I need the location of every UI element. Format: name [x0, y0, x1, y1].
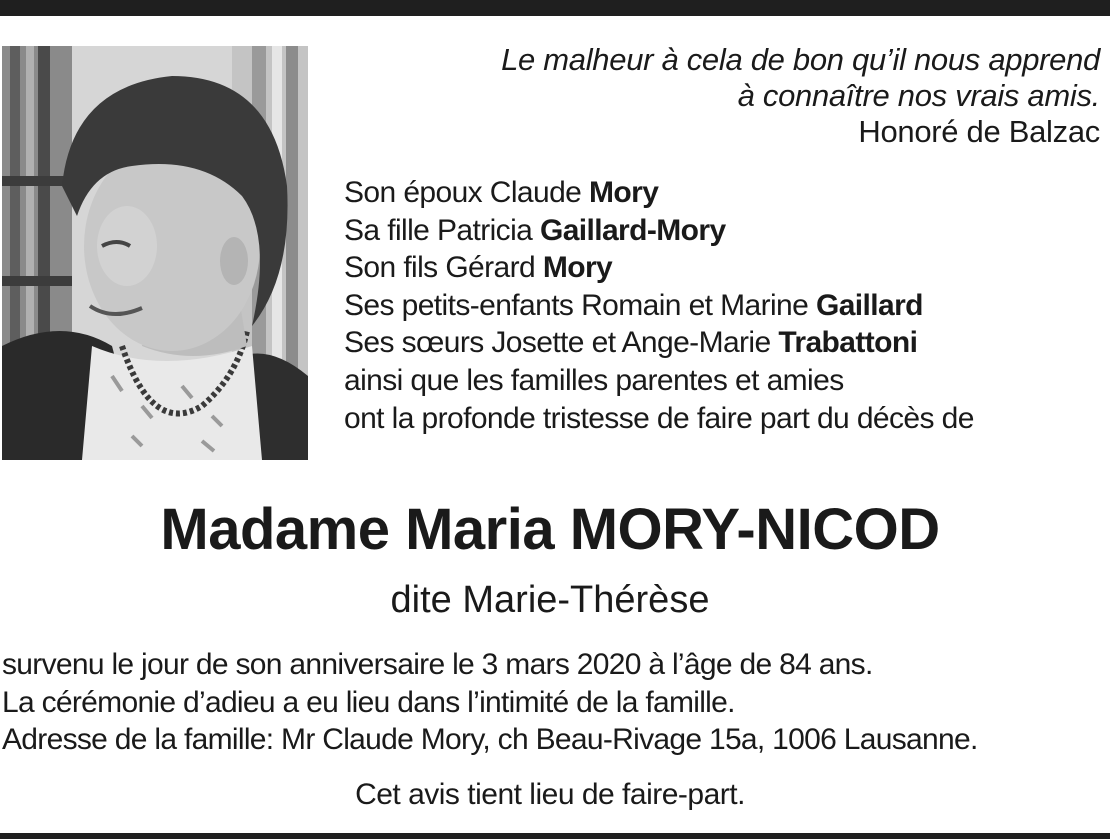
quote-author: Honoré de Balzac [858, 114, 1100, 149]
family-line: Son époux Claude Mory [344, 176, 659, 209]
closing-note: Cet avis tient lieu de faire-part. [355, 778, 745, 811]
quote-line-2: à connaître nos vrais amis. [737, 78, 1100, 113]
details-line-3: Adresse de la famille: Mr Claude Mory, ch Beau-Rivage 15a, 1006 Lausanne. [2, 723, 978, 756]
top-rule [0, 0, 1110, 16]
details-line-2: La cérémonie d’adieu a eu lieu dans l’intimité de la famille. [2, 685, 735, 719]
details-block [2, 646, 978, 759]
family-line: ainsi que les familles parentes et amies [344, 363, 844, 397]
details-line-1: survenu le jour de son anniversaire le 3 mars 2020 à l’âge de 84 ans. [2, 648, 873, 681]
family-line: Ses petits-enfants Romain et Marine Gaillard [344, 288, 923, 322]
family-line: Sa fille Patricia Gaillard-Mory [344, 213, 726, 247]
deceased-nickname: dite Marie-Thérèse [390, 579, 710, 621]
quote-line-1: Le malheur à cela de bon qu’il nous apprend [501, 42, 1100, 77]
family-line: Ses sœurs Josette et Ange-Marie Trabattoni [344, 326, 918, 360]
family-line: Son fils Gérard Mory [344, 251, 613, 285]
family-line: ont la profonde tristesse de faire part du décès de [344, 401, 974, 435]
quote-block [501, 42, 1100, 150]
family-list [344, 174, 974, 437]
portrait-photo [2, 46, 308, 460]
bottom-rule [0, 833, 1110, 839]
deceased-name: Madame Maria MORY-NICOD [160, 497, 940, 562]
